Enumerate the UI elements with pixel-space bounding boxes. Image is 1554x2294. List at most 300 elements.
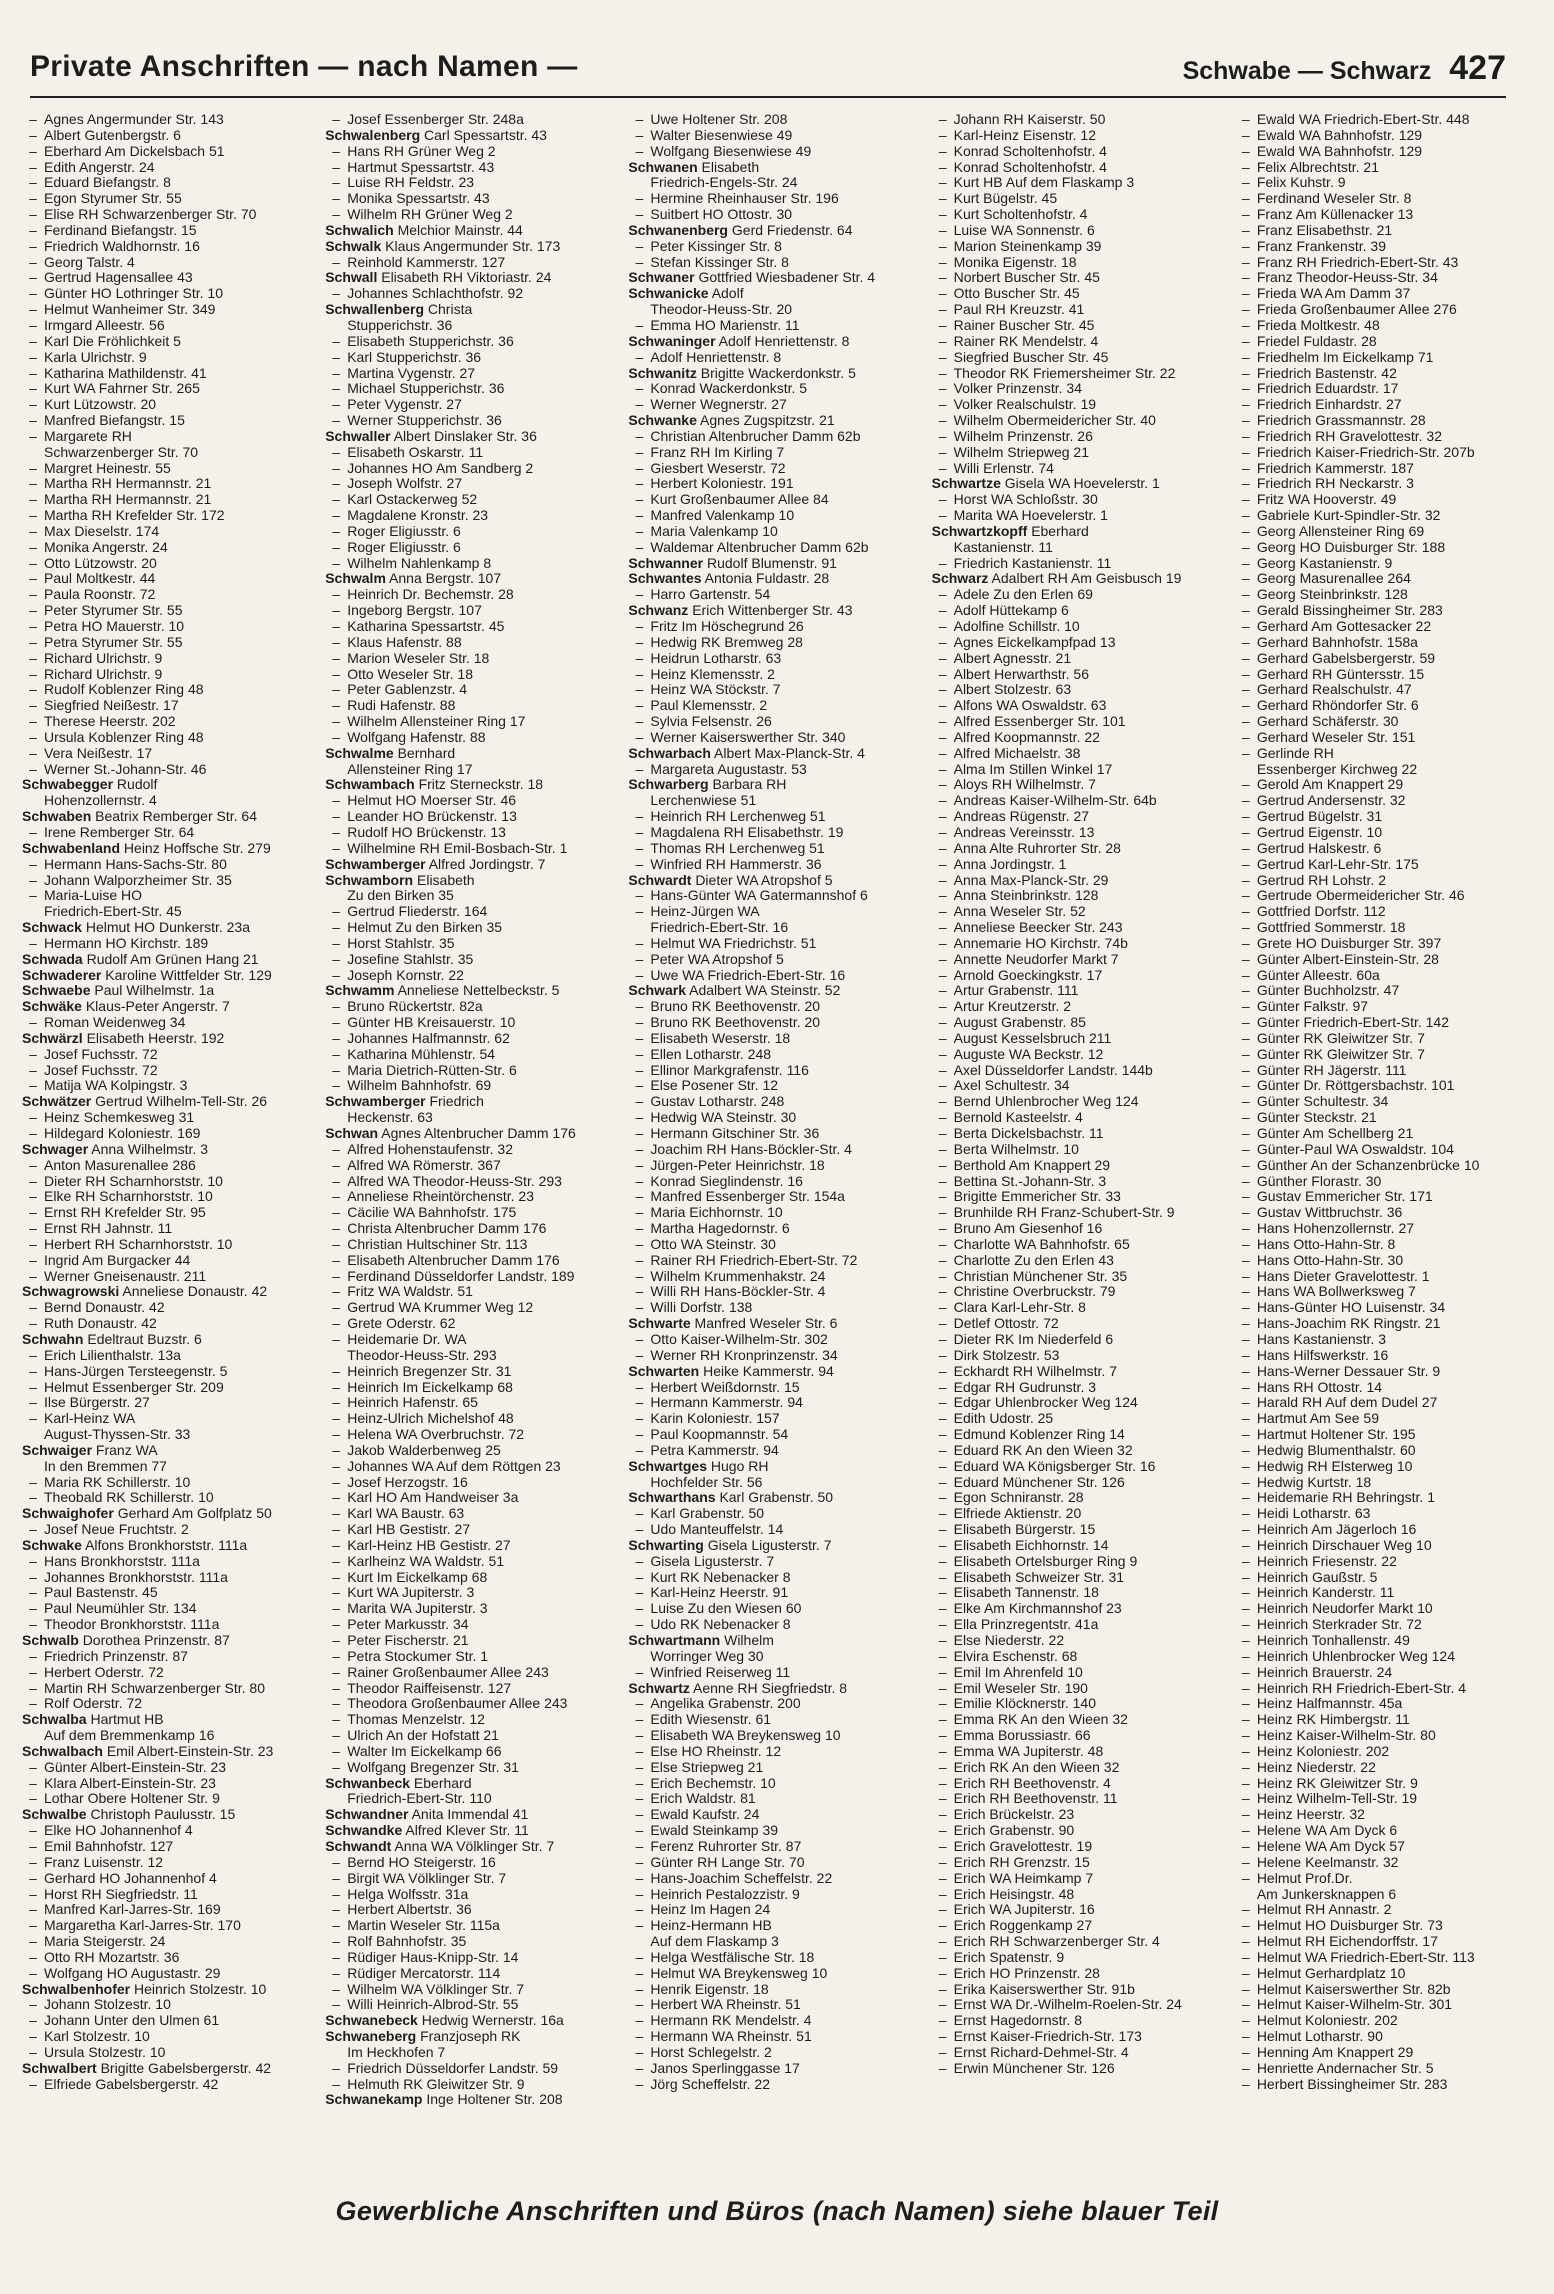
directory-entry: – Ellinor Markgrafenstr. 116 <box>628 1063 923 1079</box>
directory-entry: – Josef Neue Fruchtstr. 2 <box>22 1522 317 1538</box>
directory-entry: – Waldemar Altenbrucher Damm 62b <box>628 540 923 556</box>
entry-details: Adolf <box>711 286 744 302</box>
directory-entry: – Helmut HO Duisburger Str. 73 <box>1235 1918 1530 1934</box>
directory-entry: – Maria Dietrich-Rütten-Str. 6 <box>325 1063 620 1079</box>
directory-entry: – Helmut Lotharstr. 90 <box>1235 2029 1530 2045</box>
directory-entry: – Michael Stupperichstr. 36 <box>325 381 620 397</box>
directory-entry: – Günther Florastr. 30 <box>1235 1174 1530 1190</box>
entry-details: Edeltraut Buzstr. 6 <box>87 1331 202 1347</box>
directory-entry: – Alma Im Stillen Winkel 17 <box>932 762 1227 778</box>
entry-details: Inge Holtener Str. 208 <box>426 2092 563 2108</box>
surname: Schwandt <box>325 1838 392 1854</box>
entry-continuation: Friedrich-Ebert-Str. 16 <box>650 920 789 936</box>
directory-entry: – Heinrich Gaußstr. 5 <box>1235 1570 1530 1586</box>
surname: Schwarten <box>628 1363 700 1379</box>
directory-entry: – Charlotte Zu den Erlen 43 <box>932 1253 1227 1269</box>
surname-entry <box>22 1142 317 1158</box>
directory-entry: – Heinz WA Stöckstr. 7 <box>628 682 923 698</box>
directory-entry: – Adolf Hüttekamp 6 <box>932 603 1227 619</box>
entry-details: Anna WA Völklinger Str. 7 <box>394 1838 555 1854</box>
directory-entry: – Roman Weidenweg 34 <box>22 1015 317 1031</box>
surname: Schwalk <box>325 238 382 254</box>
directory-entry: – Willi Erlenstr. 74 <box>932 461 1227 477</box>
directory-entry: – Alfred WA Theodor-Heuss-Str. 293 <box>325 1174 620 1190</box>
entry-details: Adolf Henriettenstr. 8 <box>718 333 850 349</box>
directory-entry: – Horst Stahlstr. 35 <box>325 936 620 952</box>
directory-entry: – Emil Weseler Str. 190 <box>932 1681 1227 1697</box>
directory-entry: – Kurt WA Fahrner Str. 265 <box>22 381 317 397</box>
directory-entry: – Wilhelm Obermeidericher Str. 40 <box>932 413 1227 429</box>
directory-entry: – Eckhardt RH Wilhelmstr. 7 <box>932 1364 1227 1380</box>
directory-entry: – Hans-Joachim Scheffelstr. 22 <box>628 1871 923 1887</box>
directory-entry: – Birgit WA Völklinger Str. 7 <box>325 1871 620 1887</box>
directory-entry: – Rudolf HO Brückenstr. 13 <box>325 825 620 841</box>
surname-entry <box>22 841 317 857</box>
entry-details: Karoline Wittfelder Str. 129 <box>105 967 272 983</box>
surname-entry <box>628 777 923 793</box>
surname-entry <box>325 857 620 873</box>
directory-entry: – Klaus Hafenstr. 88 <box>325 635 620 651</box>
directory-entry: – Ewald Steinkamp 39 <box>628 1823 923 1839</box>
directory-entry: – Hans Kastanienstr. 3 <box>1235 1332 1530 1348</box>
directory-entry: – Ilse Bürgerstr. 27 <box>22 1395 317 1411</box>
entry-continuation: Friedrich-Ebert-Str. 110 <box>347 1791 492 1807</box>
surname: Schwabegger <box>22 777 114 793</box>
directory-entry: – Marita WA Jupiterstr. 3 <box>325 1601 620 1617</box>
surname-entry <box>628 223 923 239</box>
surname: Schwandke <box>325 1823 403 1839</box>
surname-entry <box>325 2092 620 2108</box>
directory-entry: – Sylvia Felsenstr. 26 <box>628 714 923 730</box>
entry-details: Aenne RH Siegfriedstr. 8 <box>693 1680 848 1696</box>
directory-entry: – Udo RK Nebenacker 8 <box>628 1617 923 1633</box>
directory-entry: – Hans Dieter Gravelottestr. 1 <box>1235 1269 1530 1285</box>
directory-columns <box>22 112 1530 2182</box>
directory-entry: – Emma WA Jupiterstr. 48 <box>932 1744 1227 1760</box>
directory-entry: – Willi Dorfstr. 138 <box>628 1300 923 1316</box>
surname: Schwanekamp <box>325 2092 423 2108</box>
entry-details: Bernhard <box>397 745 456 761</box>
directory-entry: – Heinz RK Himbergstr. 11 <box>1235 1712 1530 1728</box>
directory-entry: – Helmut WA Friedrichstr. 51 <box>628 936 923 952</box>
directory-entry: – Kurt Im Eickelkamp 68 <box>325 1570 620 1586</box>
directory-entry: – Gertrud Halskestr. 6 <box>1235 841 1530 857</box>
directory-entry: – Bruno Rückertstr. 82a <box>325 999 620 1015</box>
surname-entry <box>628 1681 923 1697</box>
directory-entry: – Frieda Großenbaumer Allee 276 <box>1235 302 1530 318</box>
surname-entry <box>628 286 923 302</box>
entry-continuation: Heckenstr. 63 <box>347 1110 433 1126</box>
directory-entry: – Werner RH Kronprinzenstr. 34 <box>628 1348 923 1364</box>
directory-entry: – Gustav Emmericher Str. 171 <box>1235 1189 1530 1205</box>
directory-entry: – Helmut Wanheimer Str. 349 <box>22 302 317 318</box>
directory-entry: – Jürgen-Peter Heinrichstr. 18 <box>628 1158 923 1174</box>
surname: Schwaighofer <box>22 1506 114 1522</box>
entry-continuation: Essenberger Kirchweg 22 <box>1256 761 1418 777</box>
directory-entry: – Friedrich Bastenstr. 42 <box>1235 366 1530 382</box>
directory-entry: – Martha RH Hermannstr. 21 <box>22 476 317 492</box>
directory-entry: – Alfred Michaelstr. 38 <box>932 746 1227 762</box>
directory-entry: – Fritz WA Waldstr. 51 <box>325 1284 620 1300</box>
directory-entry: – Elvira Eschenstr. 68 <box>932 1649 1227 1665</box>
directory-entry: – Herbert Koloniestr. 191 <box>628 476 923 492</box>
section-title: Private Anschriften — nach Namen — <box>30 50 578 83</box>
directory-entry: – Gerhard RH Güntersstr. 15 <box>1235 667 1530 683</box>
entry-details: Klaus Angermunder Str. 173 <box>385 238 561 254</box>
directory-entry: – Rolf Bahnhofstr. 35 <box>325 1934 620 1950</box>
surname-entry <box>628 1633 923 1649</box>
directory-entry: – Suitbert HO Ottostr. 30 <box>628 207 923 223</box>
surname-entry <box>325 983 620 999</box>
surname: Schwanz <box>628 603 689 619</box>
directory-entry: – August Kesselsbruch 211 <box>932 1031 1227 1047</box>
directory-entry: – Werner Stupperichstr. 36 <box>325 413 620 429</box>
directory-entry: – Angelika Grabenstr. 200 <box>628 1696 923 1712</box>
directory-entry: – Egon Schniranstr. 28 <box>932 1490 1227 1506</box>
directory-entry: – Günter RK Gleiwitzer Str. 7 <box>1235 1047 1530 1063</box>
directory-entry: – Eduard Biefangstr. 8 <box>22 175 317 191</box>
directory-entry: – Georg Allensteiner Ring 69 <box>1235 524 1530 540</box>
surname-entry <box>932 524 1227 540</box>
directory-entry: – Heinrich Pestalozzistr. 9 <box>628 1887 923 1903</box>
directory-entry: – Magdalene Kronstr. 23 <box>325 508 620 524</box>
directory-entry: – Helmut WA Friedrich-Ebert-Str. 113 <box>1235 1950 1530 1966</box>
directory-entry: – Dieter RK Im Niederfeld 6 <box>932 1332 1227 1348</box>
directory-entry: – Agnes Eickelkampfpad 13 <box>932 635 1227 651</box>
entry-continuation: Schwarzenberger Str. 70 <box>44 444 199 460</box>
directory-entry: – Thomas RH Lerchenweg 51 <box>628 841 923 857</box>
directory-entry: – Berta Dickelsbachstr. 11 <box>932 1126 1227 1142</box>
directory-entry: – Detlef Ottostr. 72 <box>932 1316 1227 1332</box>
directory-entry: – Helene Keelmanstr. 32 <box>1235 1855 1530 1871</box>
directory-entry: – Günter Friedrich-Ebert-Str. 142 <box>1235 1015 1530 1031</box>
directory-entry: – Hans-Jürgen Tersteegenstr. 5 <box>22 1364 317 1380</box>
directory-entry: – Anneliese Rheintörchenstr. 23 <box>325 1189 620 1205</box>
surname-entry <box>22 1982 317 1998</box>
directory-entry: – Friedrich Kammerstr. 187 <box>1235 461 1530 477</box>
directory-entry: – Max Dieselstr. 174 <box>22 524 317 540</box>
directory-entry: – Thomas Menzelstr. 12 <box>325 1712 620 1728</box>
directory-entry: – Erich RH Beethovenstr. 11 <box>932 1791 1227 1807</box>
directory-entry: – Friedrich RH Gravelottestr. 32 <box>1235 429 1530 445</box>
directory-entry: – Bernd Uhlenbrocher Weg 124 <box>932 1094 1227 1110</box>
surname: Schwanebeck <box>325 2013 418 2029</box>
directory-entry: – Gertrud Eigenstr. 10 <box>1235 825 1530 841</box>
directory-entry: – Heidemarie RH Behringstr. 1 <box>1235 1490 1530 1506</box>
directory-entry: – Therese Heerstr. 202 <box>22 714 317 730</box>
directory-entry: – Horst Schlegelstr. 2 <box>628 2045 923 2061</box>
entry-continuation: Hohenzollernstr. 4 <box>44 793 157 809</box>
surname: Schwahn <box>22 1331 84 1347</box>
directory-entry: – Udo Manteuffelstr. 14 <box>628 1522 923 1538</box>
directory-entry: – Heinrich Friesenstr. 22 <box>1235 1554 1530 1570</box>
surname: Schwarz <box>931 571 989 587</box>
entry-details: Christoph Paulusstr. 15 <box>90 1807 236 1823</box>
surname-entry <box>22 920 317 936</box>
directory-entry: – Irmgard Alleestr. 56 <box>22 318 317 334</box>
directory-entry: – Else Niederstr. 22 <box>932 1633 1227 1649</box>
entry-details: Eberhard <box>413 1775 472 1791</box>
directory-entry: – Willi Heinrich-Albrod-Str. 55 <box>325 1997 620 2013</box>
directory-entry: – Ursula Stolzestr. 10 <box>22 2045 317 2061</box>
directory-entry: – Katharina Mathildenstr. 41 <box>22 366 317 382</box>
footer-note: Gewerbliche Anschriften und Büros (nach Namen) siehe blauer Teil <box>335 2196 1219 2226</box>
directory-entry: – Walter Biesenwiese 49 <box>628 128 923 144</box>
directory-entry: – Paul Bastenstr. 45 <box>22 1585 317 1601</box>
directory-entry: – Hans Bronkhorststr. 111a <box>22 1554 317 1570</box>
directory-entry: – Hedwig WA Steinstr. 30 <box>628 1110 923 1126</box>
directory-entry: – Gertrud Fliederstr. 164 <box>325 904 620 920</box>
directory-entry: – Rüdiger Haus-Knipp-Str. 14 <box>325 1950 620 1966</box>
directory-entry: – Günter Am Schellberg 21 <box>1235 1126 1530 1142</box>
directory-entry: – Alfons WA Oswaldstr. 63 <box>932 698 1227 714</box>
directory-entry: – Henriette Andernacher Str. 5 <box>1235 2061 1530 2077</box>
directory-entry: – Leander HO Brückenstr. 13 <box>325 809 620 825</box>
directory-entry: – Günter Alleestr. 60a <box>1235 968 1530 984</box>
directory-entry: – Wolfgang Biesenwiese 49 <box>628 144 923 160</box>
directory-entry: – Karl Stolzestr. 10 <box>22 2029 317 2045</box>
entry-details: Beatrix Remberger Str. 64 <box>95 809 257 825</box>
directory-entry: – Günter-Paul WA Oswaldstr. 104 <box>1235 1142 1530 1158</box>
directory-entry: – Paul Klemensstr. 2 <box>628 698 923 714</box>
directory-entry: – Rudolf Koblenzer Ring 48 <box>22 682 317 698</box>
directory-entry: – Clara Karl-Lehr-Str. 8 <box>932 1300 1227 1316</box>
directory-entry: – Erika Kaiserswerther Str. 91b <box>932 1982 1227 1998</box>
directory-entry: – Johann Stolzestr. 10 <box>22 1997 317 2013</box>
directory-entry: – Karl WA Baustr. 63 <box>325 1506 620 1522</box>
directory-entry: – Helmut Kaiser-Wilhelm-Str. 301 <box>1235 1997 1530 2013</box>
surname-entry <box>628 1538 923 1554</box>
surname: Schwamberger <box>325 856 426 872</box>
entry-details: Gertrud Wilhelm-Tell-Str. 26 <box>95 1094 268 1110</box>
directory-entry: – Adolf Henriettenstr. 8 <box>628 350 923 366</box>
surname: Schwärzl <box>22 1030 83 1046</box>
directory-entry: – Ernst RH Krefelder Str. 95 <box>22 1205 317 1221</box>
directory-entry: – Magdalena RH Elisabethstr. 19 <box>628 825 923 841</box>
directory-entry: – Bernd Donaustr. 42 <box>22 1300 317 1316</box>
entry-details: Hugo RH <box>710 1458 769 1474</box>
directory-entry: – Karl-Heinz HB Gestistr. 27 <box>325 1538 620 1554</box>
directory-entry: – Johannes Halfmannstr. 62 <box>325 1031 620 1047</box>
directory-entry: – Felix Kuhstr. 9 <box>1235 175 1530 191</box>
directory-entry: – Hedwig RK Bremweg 28 <box>628 635 923 651</box>
surname-entry <box>628 1316 923 1332</box>
directory-entry: – Kurt Bügelstr. 45 <box>932 191 1227 207</box>
directory-entry: – Friedel Fuldastr. 28 <box>1235 334 1530 350</box>
directory-entry: – Günter Falkstr. 97 <box>1235 999 1530 1015</box>
surname: Schwalba <box>22 1712 87 1728</box>
directory-entry: – Henning Am Knappert 29 <box>1235 2045 1530 2061</box>
directory-entry: – Maria Eichhornstr. 10 <box>628 1205 923 1221</box>
directory-entry: – Peter Kissinger Str. 8 <box>628 239 923 255</box>
entry-details: Eberhard <box>1031 523 1089 539</box>
surname: Schwaneberg <box>325 2029 417 2045</box>
directory-entry: – Paul Koopmannstr. 54 <box>628 1427 923 1443</box>
directory-entry: – Erich Brückelstr. 23 <box>932 1807 1227 1823</box>
surname-entry <box>325 128 620 144</box>
directory-entry: – Otto Lützowstr. 20 <box>22 556 317 572</box>
directory-entry: – Konrad Scholtenhofstr. 4 <box>932 160 1227 176</box>
directory-entry: – Emil Im Ahrenfeld 10 <box>932 1665 1227 1681</box>
directory-entry: – Gisela Ligusterstr. 7 <box>628 1554 923 1570</box>
directory-entry: – Ernst Hagedornstr. 8 <box>932 2013 1227 2029</box>
surname-entry <box>628 556 923 572</box>
directory-entry: – Ingeborg Bergstr. 107 <box>325 603 620 619</box>
entry-details: Adalbert WA Steinstr. 52 <box>689 983 841 999</box>
entry-continuation: Theodor-Heuss-Str. 293 <box>347 1347 497 1363</box>
directory-entry: – Elise RH Schwarzenberger Str. 70 <box>22 207 317 223</box>
directory-entry: – Luise Zu den Wiesen 60 <box>628 1601 923 1617</box>
surname: Schwanitz <box>628 365 697 381</box>
directory-entry: – Maria RK Schillerstr. 10 <box>22 1475 317 1491</box>
directory-column <box>628 112 923 2182</box>
directory-entry: – Gerhard HO Johannenhof 4 <box>22 1871 317 1887</box>
surname: Schwan <box>325 1126 379 1141</box>
directory-entry: – Friedrich RH Neckarstr. 3 <box>1235 476 1530 492</box>
directory-entry: – Rudi Hafenstr. 88 <box>325 698 620 714</box>
directory-entry: – Heinz Schemkesweg 31 <box>22 1110 317 1126</box>
directory-entry: – Peter Markusstr. 34 <box>325 1617 620 1633</box>
directory-entry: – Rainer RH Friedrich-Ebert-Str. 72 <box>628 1253 923 1269</box>
directory-entry: – Katharina Mühlenstr. 54 <box>325 1047 620 1063</box>
directory-entry: – Charlotte WA Bahnhofstr. 65 <box>932 1237 1227 1253</box>
directory-entry: – Karla Ulrichstr. 9 <box>22 350 317 366</box>
entry-details: Friedrich <box>429 1094 484 1110</box>
surname: Schwalich <box>325 222 394 238</box>
surname-entry <box>22 1332 317 1348</box>
surname: Schwalb <box>22 1633 79 1648</box>
surname: Schwalenberg <box>325 127 421 143</box>
entry-details: Rudolf Am Grünen Hang 21 <box>86 951 259 967</box>
page-header <box>30 38 1506 98</box>
directory-entry: – Andreas Kaiser-Wilhelm-Str. 64b <box>932 793 1227 809</box>
entry-details: Erich Wittenberger Str. 43 <box>692 603 853 619</box>
directory-entry: – Petra Kammerstr. 94 <box>628 1443 923 1459</box>
surname-entry <box>628 334 923 350</box>
directory-entry: – Ewald WA Bahnhofstr. 129 <box>1235 128 1530 144</box>
directory-entry: – Eduard Münchener Str. 126 <box>932 1475 1227 1491</box>
directory-entry: – Andreas Rügenstr. 27 <box>932 809 1227 825</box>
entry-details: Elisabeth <box>417 872 475 888</box>
directory-entry: – Ferenz Ruhrorter Str. 87 <box>628 1839 923 1855</box>
entry-details: Paul Wilhelmstr. 1a <box>94 983 215 999</box>
surname: Schwarte <box>628 1316 691 1332</box>
surname-entry <box>22 1744 317 1760</box>
entry-details: Gisela Ligusterstr. 7 <box>707 1537 832 1553</box>
directory-entry: – Friedrich Prinzenstr. 87 <box>22 1649 317 1665</box>
directory-entry: – Heinrich Uhlenbrocker Weg 124 <box>1235 1649 1530 1665</box>
directory-entry: – Elke Am Kirchmannshof 23 <box>932 1601 1227 1617</box>
directory-entry: – Heinz Halfmannstr. 45a <box>1235 1696 1530 1712</box>
surname: Schwanke <box>628 413 697 429</box>
directory-entry: – Gustav Wittbruchstr. 36 <box>1235 1205 1530 1221</box>
surname: Schwalme <box>325 745 394 761</box>
directory-entry: – Ewald WA Bahnhofstr. 129 <box>1235 144 1530 160</box>
directory-entry: – Karl Stupperichstr. 36 <box>325 350 620 366</box>
directory-entry: – Wilhelm Allensteiner Ring 17 <box>325 714 620 730</box>
directory-entry: – Kurt Scholtenhofstr. 4 <box>932 207 1227 223</box>
directory-entry: – Ernst WA Dr.-Wilhelm-Roelen-Str. 24 <box>932 1997 1227 2013</box>
directory-entry: – Monika Angerstr. 24 <box>22 540 317 556</box>
directory-entry: – Johannes WA Auf dem Röttgen 23 <box>325 1459 620 1475</box>
directory-entry: – Heinrich Kanderstr. 11 <box>1235 1585 1530 1601</box>
surname-entry <box>628 1490 923 1506</box>
directory-entry: – Helmut Zu den Birken 35 <box>325 920 620 936</box>
directory-entry: – Hermann HO Kirchstr. 189 <box>22 936 317 952</box>
entry-details: Gottfried Wiesbadener Str. 4 <box>698 270 876 286</box>
directory-entry: – Bruno Am Giesenhof 16 <box>932 1221 1227 1237</box>
surname: Schwanen <box>628 159 698 175</box>
directory-entry: – Richard Ulrichstr. 9 <box>22 651 317 667</box>
directory-entry: – Christian Münchener Str. 35 <box>932 1269 1227 1285</box>
directory-entry: – Karl HO Am Handweiser 3a <box>325 1490 620 1506</box>
directory-entry: – Karin Koloniestr. 157 <box>628 1411 923 1427</box>
entry-details: Rudolf <box>116 777 158 793</box>
directory-entry: – Otto Buscher Str. 45 <box>932 286 1227 302</box>
directory-entry: – Brunhilde RH Franz-Schubert-Str. 9 <box>932 1205 1227 1221</box>
entry-details: Helmut HO Dunkerstr. 23a <box>85 920 250 936</box>
directory-entry: – Monika Eigenstr. 18 <box>932 255 1227 271</box>
directory-entry: – Hermann Gitschiner Str. 36 <box>628 1126 923 1142</box>
directory-entry: – Theodora Großenbaumer Allee 243 <box>325 1696 620 1712</box>
directory-entry: – Werner St.-Johann-Str. 46 <box>22 762 317 778</box>
surname-entry <box>22 968 317 984</box>
surname-entry <box>628 1459 923 1475</box>
entry-details: Karl Grabenstr. 50 <box>719 1490 834 1506</box>
entry-details: Franzjoseph RK <box>420 2029 521 2045</box>
surname: Schwack <box>22 920 82 936</box>
directory-entry: – Manfred Valenkamp 10 <box>628 508 923 524</box>
directory-entry: – Wilhelm Prinzenstr. 26 <box>932 429 1227 445</box>
directory-entry: – Richard Ulrichstr. 9 <box>22 667 317 683</box>
directory-entry: – Heinz-Hermann HB <box>628 1918 923 1934</box>
entry-details: Dorothea Prinzenstr. 87 <box>82 1633 230 1648</box>
directory-entry: – Manfred Biefangstr. 15 <box>22 413 317 429</box>
directory-entry: – Helmut Kaiserswerther Str. 82b <box>1235 1982 1530 1998</box>
directory-entry: – Heinz Im Hagen 24 <box>628 1902 923 1918</box>
surname: Schwandner <box>325 1807 409 1823</box>
directory-entry: – Kurt Großenbaumer Allee 84 <box>628 492 923 508</box>
directory-entry: – Gertrud Karl-Lehr-Str. 175 <box>1235 857 1530 873</box>
directory-entry: – Elfriede Aktienstr. 20 <box>932 1506 1227 1522</box>
directory-entry: – Grete Oderstr. 62 <box>325 1316 620 1332</box>
directory-entry: – Martin Weseler Str. 115a <box>325 1918 620 1934</box>
directory-entry: – Elke RH Scharnhorststr. 10 <box>22 1189 317 1205</box>
surname: Schwanbeck <box>325 1775 411 1791</box>
directory-entry: – Günter RK Gleiwitzer Str. 7 <box>1235 1031 1530 1047</box>
directory-entry: – Erich WA Heimkamp 7 <box>932 1871 1227 1887</box>
directory-entry: – Wolfgang Hafenstr. 88 <box>325 730 620 746</box>
directory-entry: – Fritz WA Hooverstr. 49 <box>1235 492 1530 508</box>
directory-entry: – Friedrich Waldhornstr. 16 <box>22 239 317 255</box>
directory-entry: – Elisabeth Schweizer Str. 31 <box>932 1570 1227 1586</box>
directory-entry: – Elisabeth Tannenstr. 18 <box>932 1585 1227 1601</box>
directory-entry: – Winfried Reiserweg 11 <box>628 1665 923 1681</box>
surname-entry <box>932 571 1227 587</box>
directory-entry: – Hans-Joachim RK Ringstr. 21 <box>1235 1316 1530 1332</box>
surname: Schwäke <box>22 999 82 1015</box>
directory-entry: – Herbert Bissingheimer Str. 283 <box>1235 2077 1530 2093</box>
directory-entry: – Bruno RK Beethovenstr. 20 <box>628 999 923 1015</box>
entry-details: Klaus-Peter Angerstr. 7 <box>85 999 230 1015</box>
directory-entry: – Winfried RH Hammerstr. 36 <box>628 857 923 873</box>
directory-entry: – Martha RH Krefelder Str. 172 <box>22 508 317 524</box>
entry-details: Anneliese Nettelbeckstr. 5 <box>397 983 560 999</box>
directory-entry: – Helmut Essenberger Str. 209 <box>22 1380 317 1396</box>
directory-entry: – Willi RH Hans-Böckler-Str. 4 <box>628 1284 923 1300</box>
directory-entry: – Albert Herwarthstr. 56 <box>932 667 1227 683</box>
surname-entry <box>22 1712 317 1728</box>
